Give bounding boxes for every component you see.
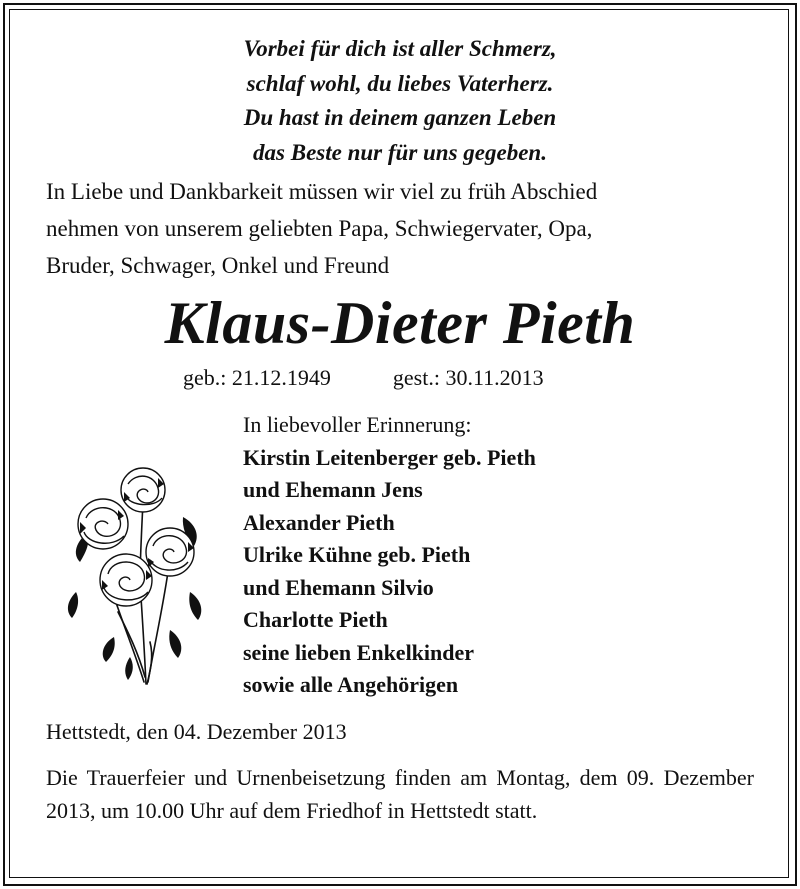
mourner-line: und Ehemann Jens [243,477,423,502]
poem-line: Du hast in deinem ganzen Leben [243,105,557,130]
poem-line: Vorbei für dich ist aller Schmerz, [243,36,557,61]
mourner-line: Charlotte Pieth [243,607,388,632]
birth-date: geb.: 21.12.1949 [183,365,331,390]
poem-line: das Beste nur für uns gegeben. [253,139,547,165]
mourners-list [243,409,536,702]
roses-bouquet-icon [58,462,208,692]
intro-line: In Liebe und Dankbarkeit müssen wir viel zu früh Abschied [46,179,598,204]
place-and-date: Hettstedt, den 04. Dezember 2013 [46,719,347,744]
intro-line: Bruder, Schwager, Onkel und Freund [46,253,390,278]
deceased-name: Klaus-Dieter Pieth [164,290,636,356]
poem [0,32,800,170]
mourner-line: Kirstin Leitenberger geb. Pieth [243,444,536,470]
poem-line: schlaf wohl, du liebes Vaterherz. [246,70,554,96]
intro-text [46,173,758,284]
mourner-line: und Ehemann Silvio [243,574,434,600]
life-dates [183,363,544,393]
service-notice: Die Trauerfeier und Urnenbeisetzung finden am Montag, dem 09. Dezember 2013, um 10.00 Uhr auf dem Friedhof in Hettstedt statt. [46,765,754,823]
mourner-line: sowie alle Angehörigen [243,672,459,697]
mourner-line: Alexander Pieth [243,509,395,535]
intro-line: nehmen von unserem geliebten Papa, Schwiegervater, Opa, [46,216,593,241]
mourner-line: seine lieben Enkelkinder [243,639,475,665]
death-date: gest.: 30.11.2013 [392,365,544,390]
mourner-line: Ulrike Kühne geb. Pieth [243,542,471,567]
mourners-intro: In liebevoller Erinnerung: [243,412,472,437]
